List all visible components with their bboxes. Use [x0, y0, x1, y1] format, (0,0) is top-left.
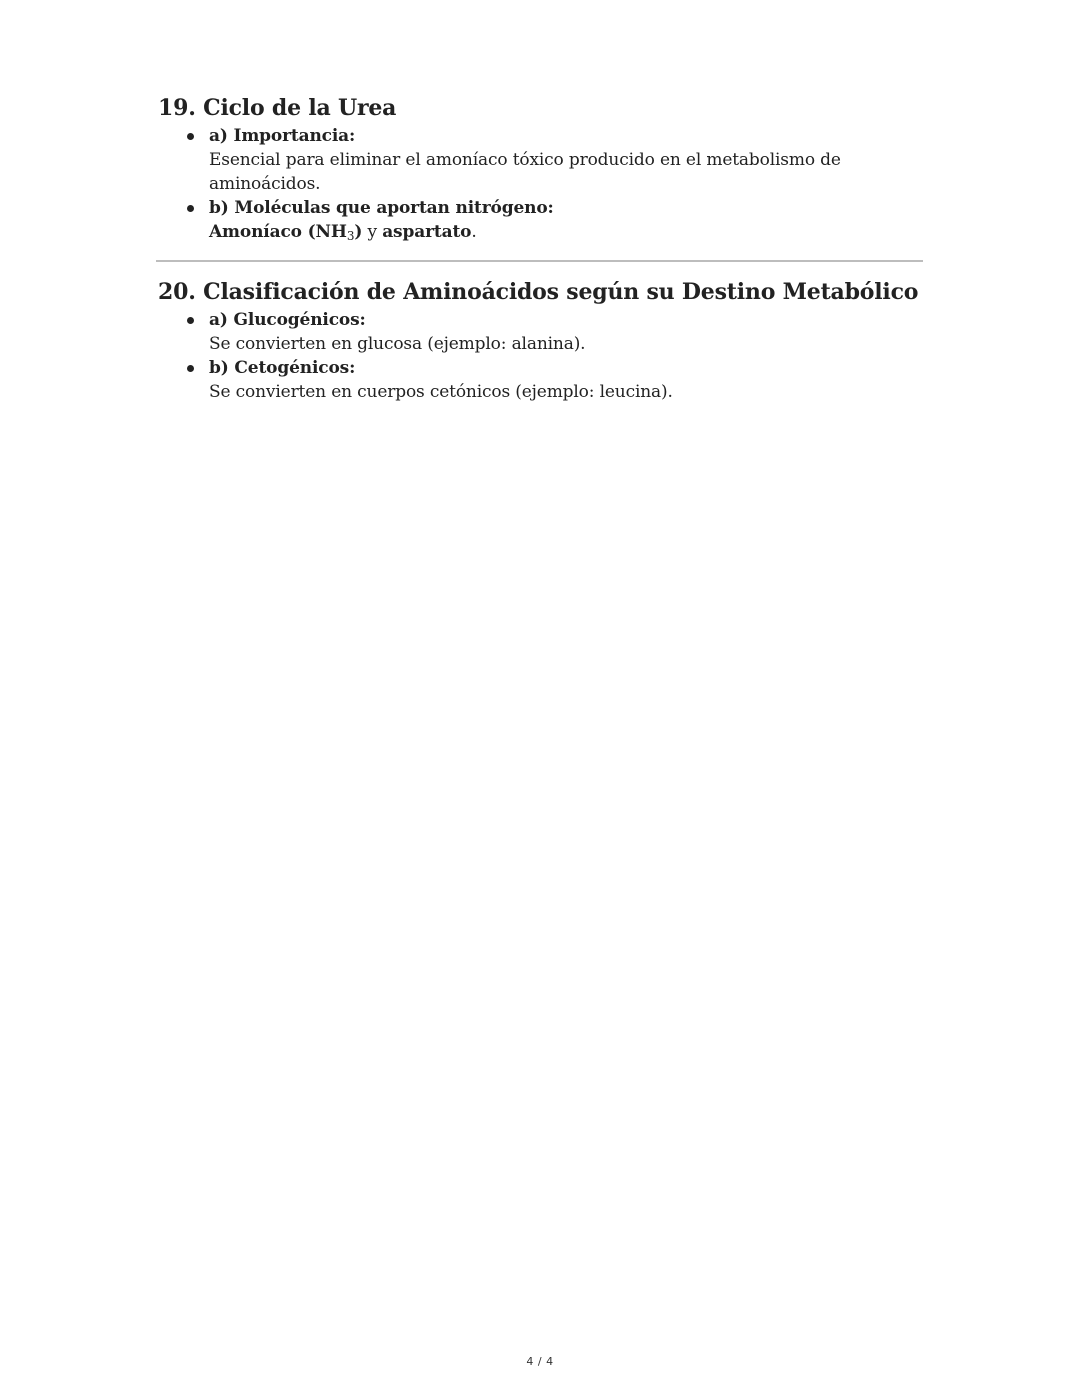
item-text: Esencial para eliminar el amoníaco tóxico producido en el metabolismo de aminoácidos. [209, 150, 841, 194]
list-item [158, 196, 924, 244]
item-label: a) Glucogénicos: [209, 310, 366, 330]
page-number: 4 / 4 [526, 1355, 554, 1368]
list-item [158, 124, 924, 196]
bullet-list [158, 308, 924, 404]
molecule-name: aspartato [382, 222, 472, 242]
period: . [471, 222, 477, 242]
bullet-icon [187, 205, 194, 212]
subscript: 3 [346, 229, 355, 243]
item-text: Se convierten en glucosa (ejemplo: alanina). [209, 334, 586, 354]
list-item [158, 356, 924, 404]
molecule-name: Amoníaco (NH [209, 222, 347, 242]
bullet-icon [187, 365, 194, 372]
item-text [209, 220, 924, 244]
page-content [158, 92, 924, 404]
section-heading: 20. Clasificación de Aminoácidos según su Destino Metabólico [158, 279, 919, 305]
bullet-icon [187, 317, 194, 324]
section-urea-cycle [158, 92, 924, 244]
conjunction: y [362, 222, 383, 242]
molecule-name-close: ) [354, 222, 363, 242]
item-text: Se convierten en cuerpos cetónicos (ejemplo: leucina). [209, 382, 673, 402]
section-divider [156, 260, 923, 262]
item-label: b) Moléculas que aportan nitrógeno: [209, 198, 554, 218]
section-heading: 19. Ciclo de la Urea [158, 95, 397, 121]
item-label: a) Importancia: [209, 126, 356, 146]
bullet-list [158, 124, 924, 244]
item-label: b) Cetogénicos: [209, 358, 356, 378]
list-item [158, 308, 924, 356]
section-amino-acid-classification [158, 276, 924, 404]
bullet-icon [187, 133, 194, 140]
